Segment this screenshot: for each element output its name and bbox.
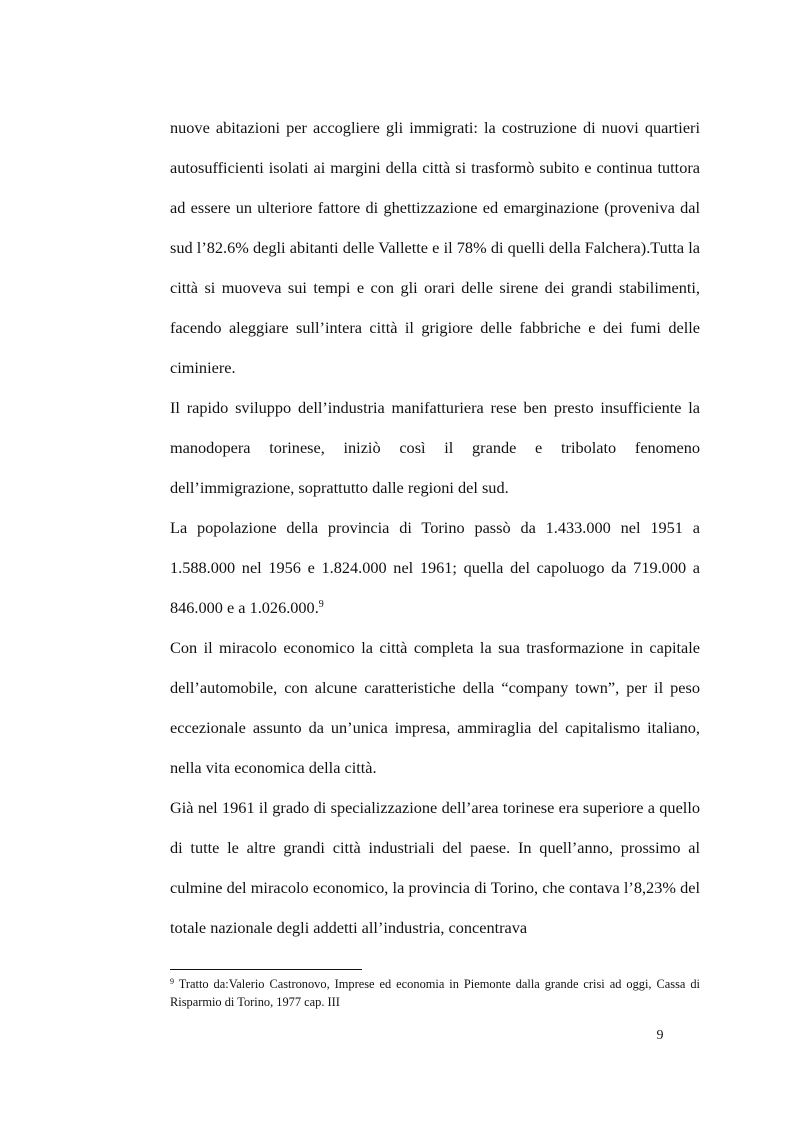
paragraph-housing: nuove abitazioni per accogliere gli immigrati: la costruzione di nuovi quartieri autosufficienti isolati ai margini della città si trasformò subito e continua tuttora ad essere un ulteriore fattore di ghettizzazione ed emarginazione (proveniva dal sud l’82.6% degli abitanti delle Vallette e il 78% di quelli della Falchera).Tutta la città si muoveva sui tempi e con gli orari delle sirene dei grandi stabilimenti, facendo aleggiare sull’intera città il grigiore delle fabbriche e dei fumi delle ciminiere. [170, 118, 700, 377]
footnote [170, 975, 700, 1011]
footnote-separator [170, 969, 362, 970]
footnote-text: Tratto da:Valerio Castronovo, Imprese ed economia in Piemonte dalla grande crisi ad oggi, Cassa di Risparmio di Torino, 1977 cap. III [170, 977, 700, 1009]
footnote-reference: 9 [318, 599, 324, 610]
population-text: La popolazione della provincia di Torino passò da 1.433.000 nel 1951 a 1.588.000 nel 1956 e 1.824.000 nel 1961; quella del capoluogo da 719.000 a 846.000 e a 1.026.000. [170, 518, 700, 617]
paragraph-population [170, 508, 700, 628]
footnote-number: 9 [170, 977, 174, 986]
paragraph-company-town: Con il miracolo economico la città completa la sua trasformazione in capitale dell’automobile, con alcune caratteristiche della “company town”, per il peso eccezionale assunto da un’unica impresa, ammiraglia del capitalismo italiano, nella vita economica della città. [170, 638, 700, 777]
paragraph-industry-growth: Il rapido sviluppo dell’industria manifatturiera rese ben presto insufficiente la manodopera torinese, iniziò così il grande e tribolato fenomeno dell’immigrazione, soprattutto dalle regioni del sud. [170, 398, 700, 497]
paragraph-specialization: Già nel 1961 il grado di specializzazione dell’area torinese era superiore a quello di tutte le altre grandi città industriali del paese. In quell’anno, prossimo al culmine del miracolo economico, la provincia di Torino, che contava l’8,23% del totale nazionale degli addetti all’industria, concentrava [170, 798, 700, 937]
body-text [170, 108, 700, 948]
page-number: 9 [656, 1028, 664, 1043]
